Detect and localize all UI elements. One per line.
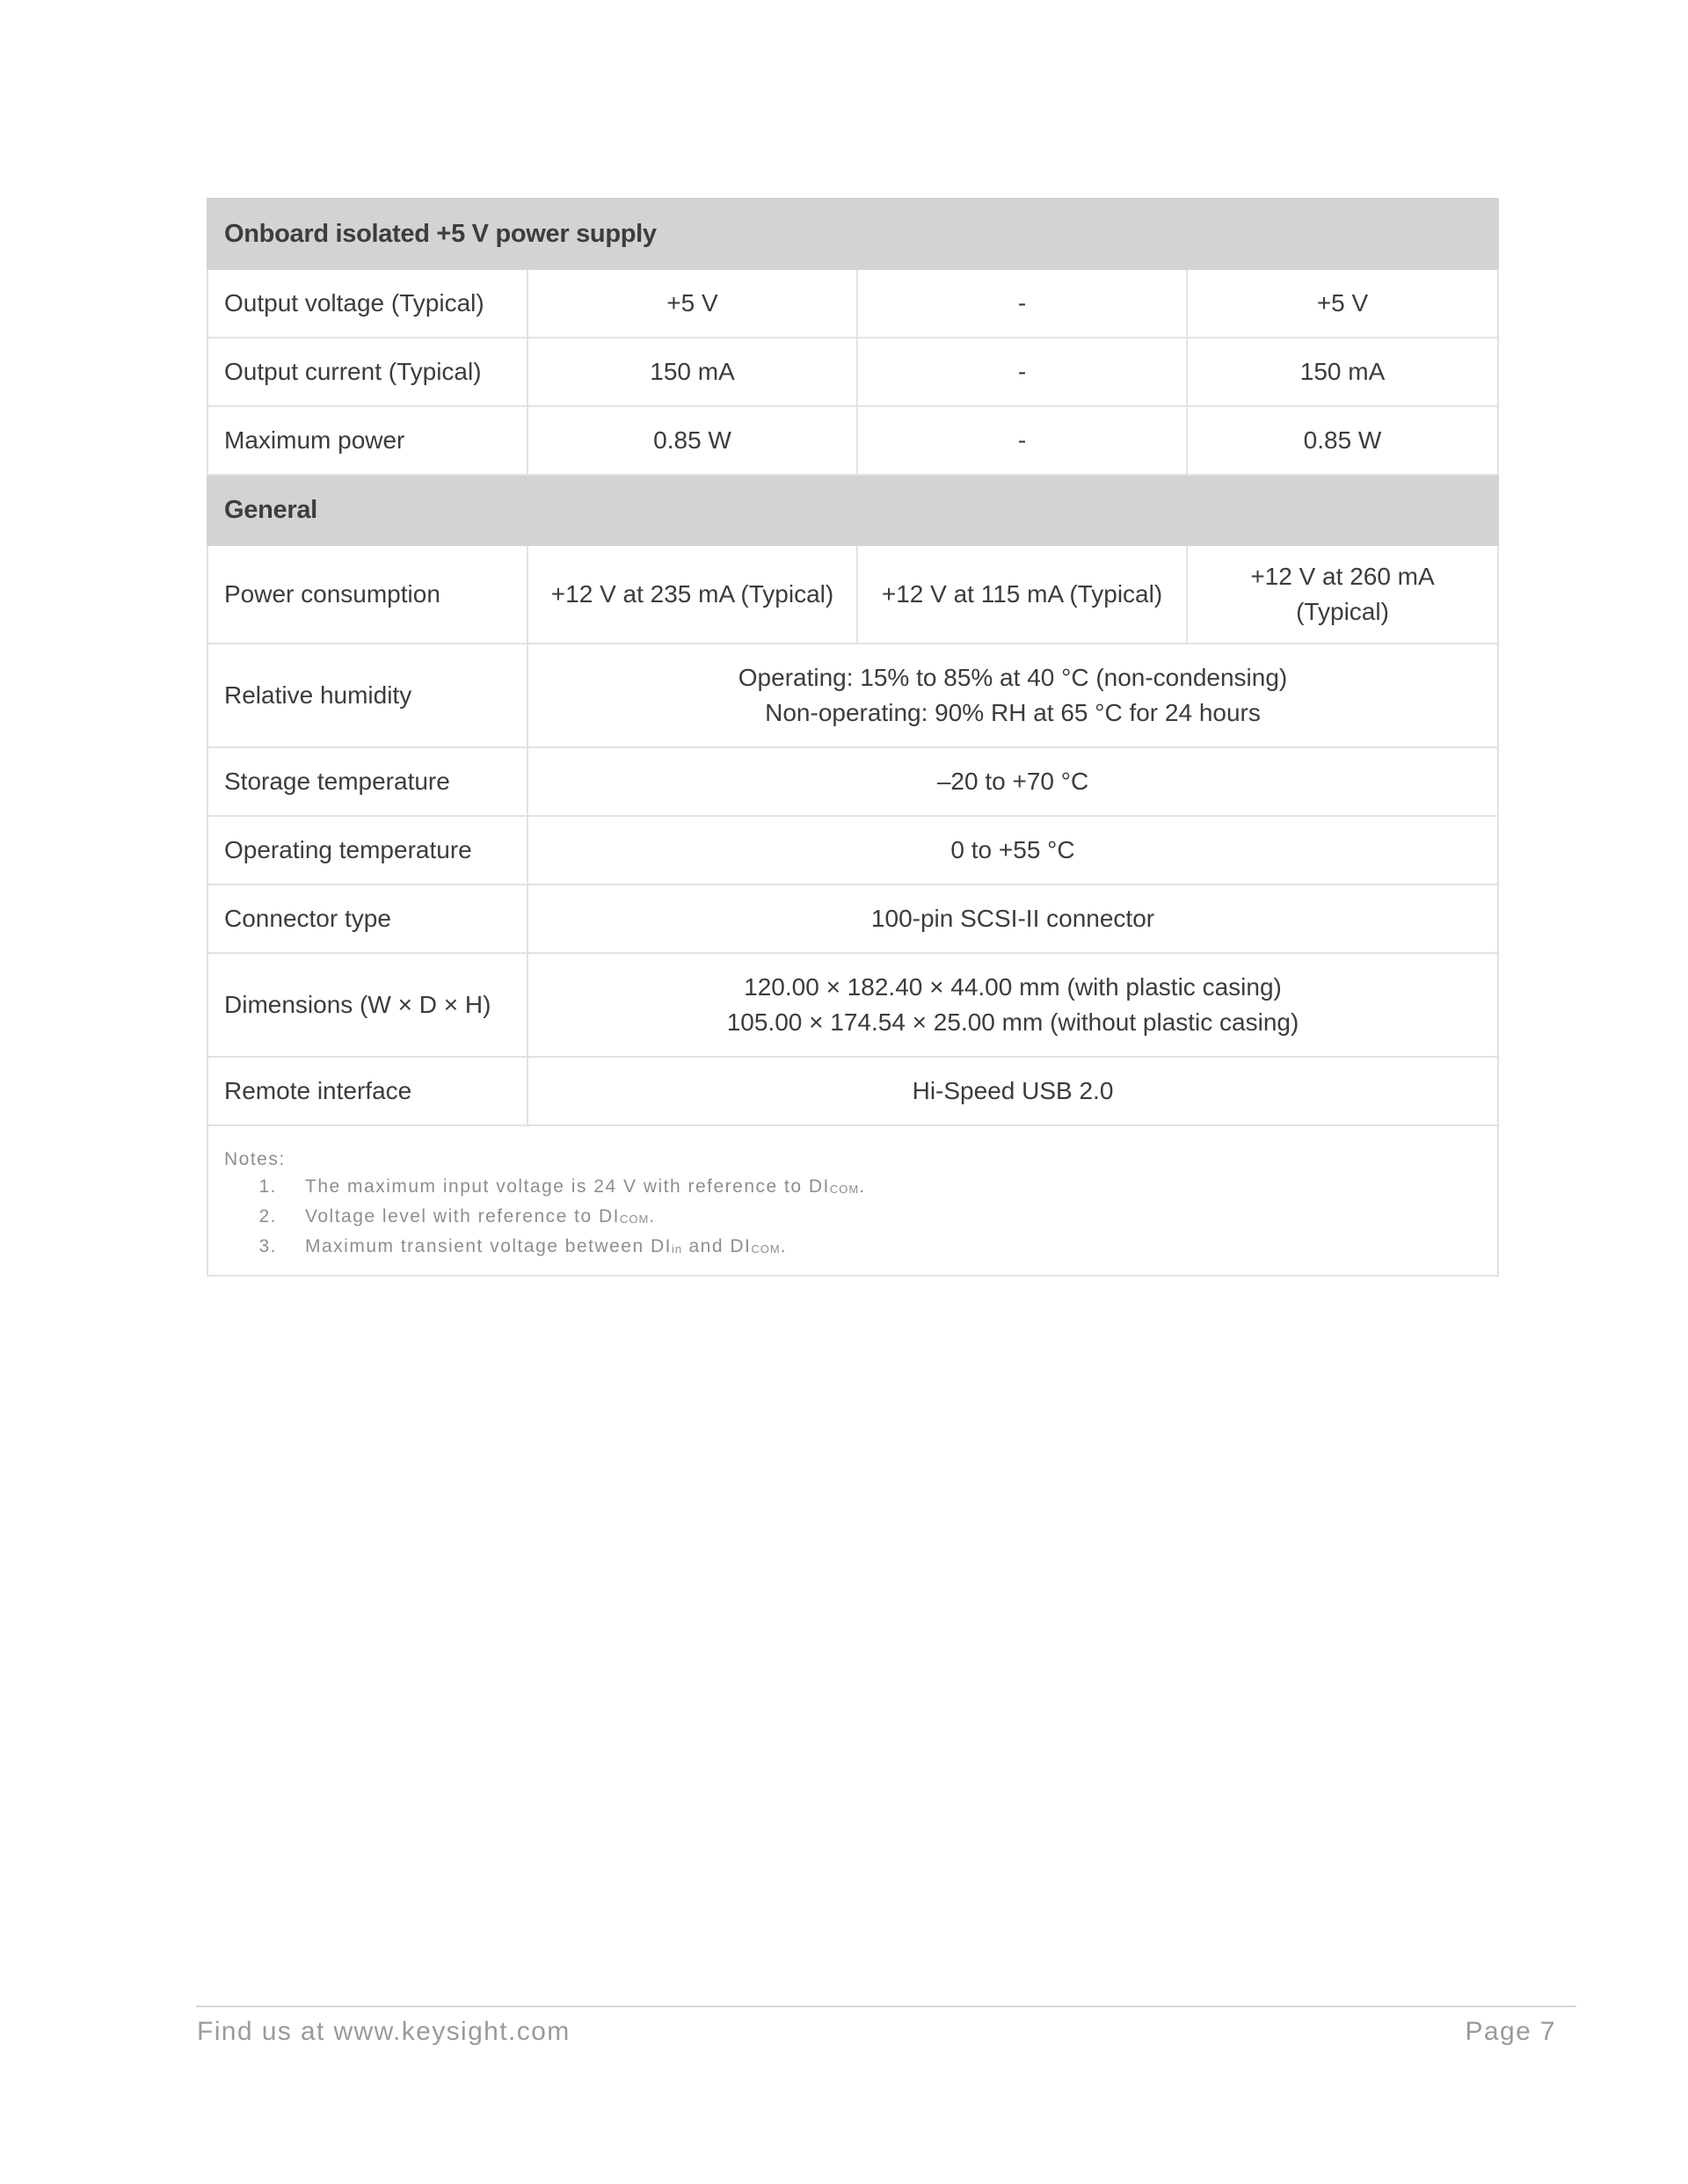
notes-row <box>207 1125 1498 1276</box>
cell-value: –20 to +70 °C <box>528 747 1498 816</box>
cell-value: +12 V at 115 mA (Typical) <box>857 545 1187 644</box>
cell-value: +12 V at 235 mA (Typical) <box>528 545 857 644</box>
row-label: Storage temperature <box>207 747 528 816</box>
row-label: Relative humidity <box>207 644 528 747</box>
cell-line: 105.00 × 174.54 × 25.00 mm (without plastic casing) <box>726 1008 1299 1036</box>
table-row <box>207 545 1498 644</box>
cell-value: 0 to +55 °C <box>528 816 1498 885</box>
page-number: Page 7 <box>1465 2017 1556 2046</box>
row-label: Power consumption <box>207 545 528 644</box>
table-row <box>207 816 1498 885</box>
cell-value: Hi-Speed USB 2.0 <box>528 1057 1498 1125</box>
row-label: Maximum power <box>207 406 528 475</box>
notes-cell <box>207 1125 1498 1276</box>
row-label: Output current (Typical) <box>207 338 528 406</box>
cell-value: - <box>857 269 1187 338</box>
table-row <box>207 953 1498 1057</box>
cell-line: Operating: 15% to 85% at 40 °C (non-condensing) <box>738 664 1288 691</box>
note-text: The maximum input voltage is 24 V with reference to DICOM. <box>305 1176 866 1197</box>
row-label: Output voltage (Typical) <box>207 269 528 338</box>
table-row <box>207 338 1498 406</box>
cell-value: +5 V <box>1187 269 1498 338</box>
note-item <box>224 1203 1497 1233</box>
footer-website-text: Find us at www.keysight.com <box>197 2017 571 2046</box>
cell-line: Non-operating: 90% RH at 65 °C for 24 hours <box>765 699 1261 726</box>
row-label: Operating temperature <box>207 816 528 885</box>
cell-value <box>528 644 1498 747</box>
cell-value: 0.85 W <box>1187 406 1498 475</box>
table-row <box>207 269 1498 338</box>
note-text: Voltage level with reference to DICOM. <box>305 1206 656 1227</box>
note-item <box>224 1173 1497 1203</box>
cell-value <box>528 953 1498 1057</box>
table-row <box>207 644 1498 747</box>
cell-value: +12 V at 260 mA (Typical) <box>1187 545 1498 644</box>
note-item <box>224 1233 1497 1263</box>
note-text: Maximum transient voltage between DIin and DICOM. <box>305 1236 788 1256</box>
cell-value: - <box>857 338 1187 406</box>
cell-line: 120.00 × 182.40 × 44.00 mm (with plastic casing) <box>744 973 1282 1001</box>
footer-divider <box>196 2006 1576 2007</box>
specifications-table <box>207 198 1499 1277</box>
table-row <box>207 1057 1498 1125</box>
row-label: Remote interface <box>207 1057 528 1125</box>
cell-value: 100-pin SCSI-II connector <box>528 885 1498 953</box>
row-label: Dimensions (W × D × H) <box>207 953 528 1057</box>
section-title: General <box>207 475 1498 545</box>
note-number: 1. <box>258 1176 277 1197</box>
cell-value: 0.85 W <box>528 406 857 475</box>
section-header-power-supply <box>207 199 1498 269</box>
cell-value: 150 mA <box>1187 338 1498 406</box>
table-row <box>207 747 1498 816</box>
note-number: 2. <box>258 1206 277 1227</box>
row-label: Connector type <box>207 885 528 953</box>
section-header-general <box>207 475 1498 545</box>
section-title: Onboard isolated +5 V power supply <box>207 199 1498 269</box>
table-row <box>207 406 1498 475</box>
table-row <box>207 885 1498 953</box>
notes-heading: Notes: <box>224 1149 286 1169</box>
note-number: 3. <box>258 1236 277 1256</box>
cell-value: +5 V <box>528 269 857 338</box>
cell-value: 150 mA <box>528 338 857 406</box>
cell-value: - <box>857 406 1187 475</box>
